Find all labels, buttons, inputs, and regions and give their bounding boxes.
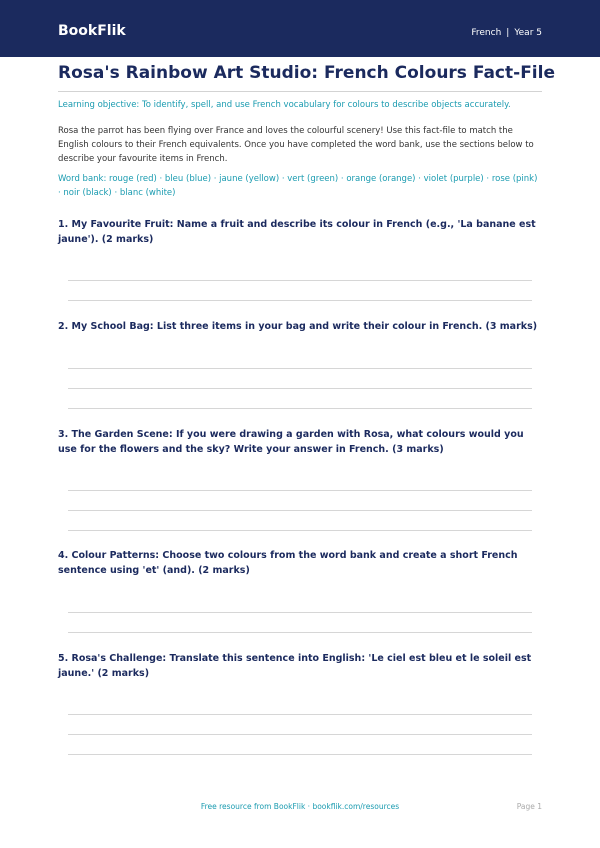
header-bar	[0, 0, 600, 57]
question-2: 2. My School Bag: List three items in your bag and write their colour in French. (3 marks)	[58, 321, 538, 332]
brand-logo: BookFlik	[58, 23, 126, 39]
year-label: Year 5	[514, 28, 542, 38]
title-divider	[58, 91, 542, 92]
answer-line[interactable]	[68, 734, 532, 735]
answer-line[interactable]	[68, 612, 532, 613]
answer-line[interactable]	[68, 754, 532, 755]
question-3: 3. The Garden Scene: If you were drawing a garden with Rosa, what colours would you use for the flowers and the sky? Write your answer in French. (3 marks)	[58, 429, 524, 455]
answer-line[interactable]	[68, 368, 532, 369]
answer-line[interactable]	[68, 632, 532, 633]
answer-line[interactable]	[68, 280, 532, 281]
question-1: 1. My Favourite Fruit: Name a fruit and describe its colour in French (e.g., 'La banane est jaune'). (2 marks)	[58, 219, 536, 245]
question-4: 4. Colour Patterns: Choose two colours from the word bank and create a short French sentence using 'et' (and). (2 marks)	[58, 550, 518, 576]
answer-line[interactable]	[68, 714, 532, 715]
answer-line[interactable]	[68, 388, 532, 389]
subject-label: French	[471, 28, 502, 38]
learning-objective: Learning objective: To identify, spell, and use French vocabulary for colours to describe objects accurately.	[58, 100, 511, 110]
word-bank: Word bank: rouge (red) · bleu (blue) · jaune (yellow) · vert (green) · orange (orange) · violet (purple) · rose (pink) · noir (black) · blanc (white)	[58, 174, 538, 198]
answer-line[interactable]	[68, 300, 532, 301]
question-5: 5. Rosa's Challenge: Translate this sentence into English: 'Le ciel est bleu et le soleil est jaune.' (2 marks)	[58, 653, 532, 679]
answer-line[interactable]	[68, 510, 532, 511]
answer-line[interactable]	[68, 490, 532, 491]
meta-separator: |	[506, 28, 510, 38]
intro-paragraph: Rosa the parrot has been flying over France and loves the colourful scenery! Use this fact-file to match the English colours to their French equivalents. Once you have completed the word bank, use the sections below to describe your favourite items in French.	[58, 126, 534, 164]
footer-credit: Free resource from BookFlik · bookflik.com/resources	[200, 802, 400, 811]
answer-line[interactable]	[68, 530, 532, 531]
answer-line[interactable]	[68, 408, 532, 409]
page-number: Page 1	[516, 802, 542, 811]
page-title: Rosa's Rainbow Art Studio: French Colours Fact-File	[58, 63, 555, 83]
subject-year-label	[471, 28, 542, 38]
